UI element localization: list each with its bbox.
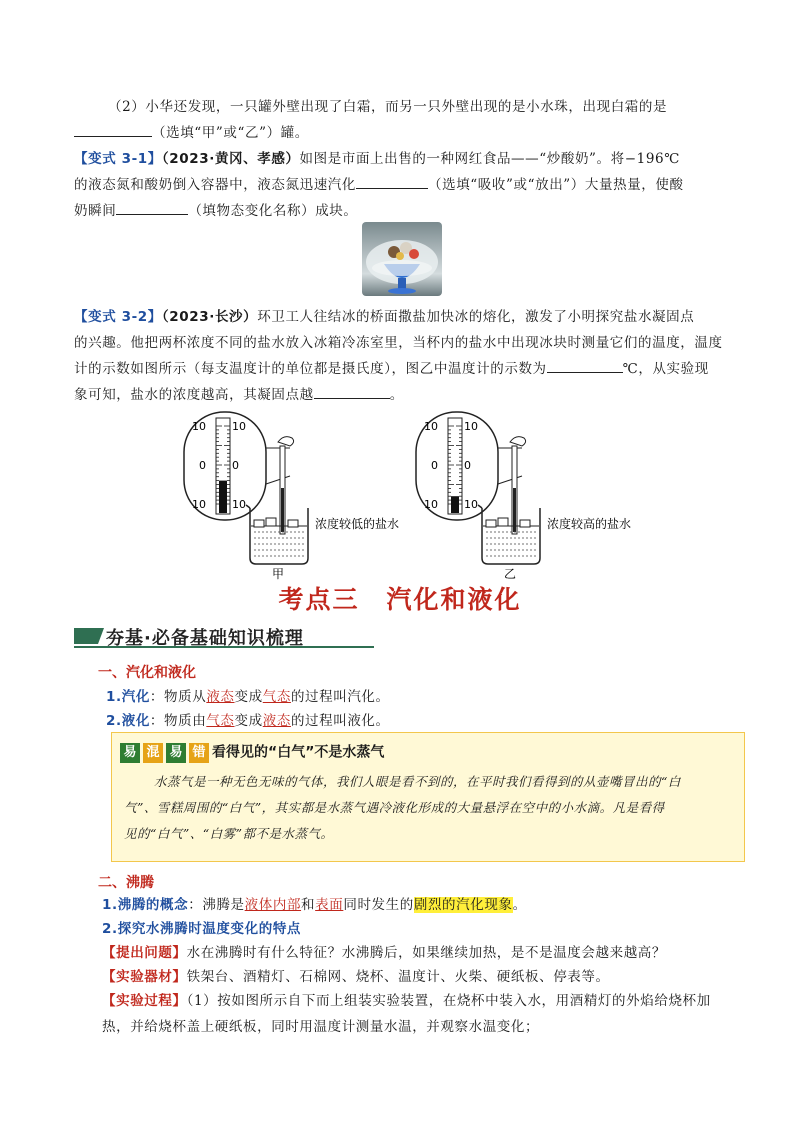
hand-icon (510, 437, 526, 446)
sec2-item2: 2.探究水沸腾时温度变化的特点 (102, 921, 302, 937)
sec2-process-line2: 热，并给烧杯盖上硬纸板，同时用温度计测量水温，并观察水温变化； (102, 1019, 540, 1035)
answer-blank[interactable] (116, 200, 188, 215)
sec1-item1: 1.汽化：物质从液态变成气态的过程叫汽化。 (106, 689, 390, 705)
easy-confuse-tags (120, 741, 384, 763)
beaker-label-left: 浓度较低的盐水 (315, 517, 400, 531)
v31-source: （2023·黄冈、孝感） (161, 151, 300, 167)
v32-source: （2023·长沙） (161, 309, 258, 325)
thermometer-figure (170, 408, 670, 580)
warn-line3: 见的“白气”、“白雾”都不是水蒸气。 (124, 826, 334, 841)
answer-blank[interactable] (356, 174, 428, 189)
kaodian-title: 考点三 汽化和液化 (278, 585, 522, 614)
v32-line1: 【变式 3-2】（2023·长沙）环卫工人往结冰的桥面撒盐加快冰的熔化，激发了小明探究盐水凝固点 (74, 309, 695, 325)
v31-label: 【变式 3-1】 (74, 151, 162, 167)
v32-line3: 计的示数如图所示（每支温度计的单位都是摄氏度），图乙中温度计的示数为 ℃，从实验现 (74, 356, 754, 382)
banner-title: 夯基·必备基础知识梳理 (106, 628, 304, 649)
hand-icon (278, 437, 294, 446)
figure-right (416, 412, 631, 580)
tick-label: 10 (424, 498, 438, 511)
thermometer-liquid-right (451, 496, 459, 513)
v32-label: 【变式 3-2】 (74, 309, 162, 325)
warn-line1: 水蒸气是一种无色无味的气体，我们人眼是看不到的，在平时我们看得到的从壶嘴冒出的“白 (154, 774, 681, 789)
tag-cell: 易 (166, 743, 186, 763)
figure-caption-right: 乙 (504, 567, 517, 580)
q2-line1: （2）小华还发现，一只罐外壁出现了白霜，而另一只外壁出现的是小水珠，出现白霜的是 (108, 99, 668, 115)
tick-label: 10 (232, 420, 246, 433)
answer-blank[interactable] (74, 122, 152, 137)
v32-line2: 的兴趣。他把两杯浓度不同的盐水放入冰箱冷冻室里，当杯内的盐水中出现冰块时测量它们的温度，温度 (74, 335, 723, 351)
beaker-label-right: 浓度较高的盐水 (547, 517, 632, 531)
tick-label: 10 (192, 498, 206, 511)
sec2-materials: 【实验器材】铁架台、酒精灯、石棉网、烧杯、温度计、火柴、硬纸板、停表等。 (102, 969, 610, 985)
section-banner (74, 622, 374, 650)
q2-line2: （选填“甲”或“乙”）罐。 (74, 120, 734, 146)
tick-label: 10 (424, 420, 438, 433)
tick-label: 10 (464, 420, 478, 433)
sec1-item2: 2.液化：物质由气态变成液态的过程叫液化。 (106, 713, 390, 729)
tick-label: 10 (232, 498, 246, 511)
tick-label: 10 (464, 498, 478, 511)
tick-label: 0 (199, 459, 206, 472)
tag-cell: 混 (143, 743, 163, 763)
beaker-right (482, 508, 540, 564)
sec2-question: 【提出问题】水在沸腾时有什么特征？水沸腾后，如果继续加热，是不是温度会越来越高？ (102, 945, 667, 961)
sec2-item1: 1.沸腾的概念：沸腾是液体内部和表面同时发生的剧烈的汽化现象。 (102, 897, 527, 913)
thermometer-liquid-left (219, 481, 227, 513)
sec2-title: 二、沸腾 (98, 875, 154, 891)
answer-blank[interactable] (314, 384, 390, 399)
tick-label: 10 (192, 420, 206, 433)
figure-left (184, 412, 399, 580)
warn-line2: 气”、雪糕周围的“白气”，其实都是水蒸气遇冷液化形成的大量悬浮在空中的小水滴。凡是看得 (124, 800, 665, 815)
tick-label: 0 (464, 459, 471, 472)
tick-label: 0 (431, 459, 438, 472)
tag-cell: 错 (189, 743, 209, 763)
answer-blank[interactable] (547, 358, 623, 373)
v31-line2: 的液态氮和酸奶倒入容器中，液态氮迅速汽化 （选填“吸收”或“放出”）大量热量，使酸 (74, 172, 754, 198)
warn-title: 看得见的“白气”不是水蒸气 (212, 744, 385, 761)
easy-confuse-box (111, 732, 745, 862)
beaker-left (250, 508, 308, 564)
sec1-title: 一、汽化和液化 (98, 665, 196, 681)
figure-caption-left: 甲 (272, 567, 285, 580)
v31-line1: 【变式 3-1】（2023·黄冈、孝感）如图是市面上出售的一种网红食品——“炒酸奶”。将−196℃ (74, 151, 680, 167)
tick-label: 0 (232, 459, 239, 472)
v32-line4: 象可知，盐水的浓度越高，其凝固点越 。 (74, 382, 754, 408)
fried-yogurt-image (362, 222, 442, 296)
fried-yogurt-photo (362, 222, 442, 296)
sec2-process-line1: 【实验过程】（1）按如图所示自下而上组装实验装置，在烧杯中装入水，用酒精灯的外焰给烧杯加 (102, 993, 711, 1009)
v31-line3: 奶瞬间 （填物态变化名称）成块。 (74, 198, 754, 224)
tag-cell: 易 (120, 743, 140, 763)
